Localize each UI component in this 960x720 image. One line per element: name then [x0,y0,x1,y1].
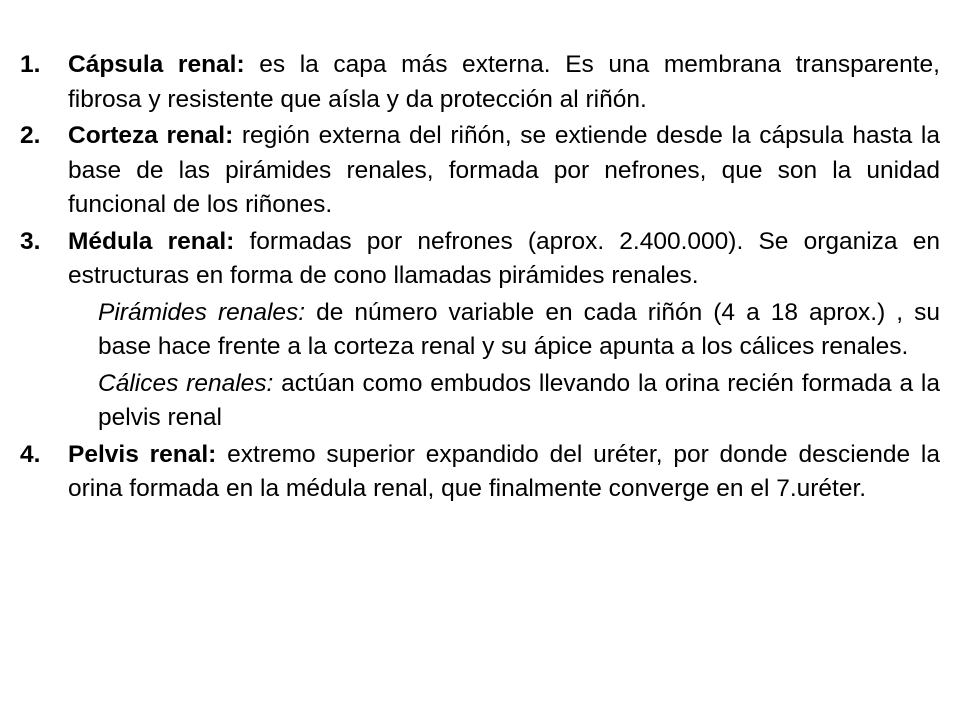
list-item-capsula-renal [20,48,940,117]
sub-item-term: Pirámides renales: [98,298,306,326]
item-text: extremo superior expandido del uréter, por donde desciende la orina formada en la médula renal, que finalmente converge en el 7.uréter. [68,440,940,502]
item-text: región externa del riñón, se extiende desde la cápsula hasta la base de las pirámides renales, formada por nefrones, que son la unidad funcional de los riñones. [68,122,940,218]
item-term: Corteza renal: [68,122,234,149]
item-term: Cápsula renal: [68,51,245,78]
item-number: 1. [20,51,41,78]
list-item-corteza-renal [20,119,940,223]
list-item-medula-renal [20,225,940,294]
sub-item-calices-renales [20,367,940,436]
list-item-pelvis-renal [20,438,940,507]
sub-item-text: actúan como embudos llevando la orina recién formada a la pelvis renal [98,369,940,431]
item-number: 4. [20,440,41,468]
item-text: formadas por nefrones (aprox. 2.400.000). Se organiza en estructuras en forma de cono llamadas pirámides renales. [68,227,940,289]
sub-item-term: Cálices renales: [98,369,274,397]
item-term: Médula renal: [68,227,235,255]
item-number: 2. [20,122,41,149]
item-text: es la capa más externa. Es una membrana transparente, fibrosa y resistente que aísla y da protección al riñón. [68,51,940,113]
sub-item-piramides-renales [20,296,940,365]
item-number: 3. [20,227,41,255]
sub-item-text: de número variable en cada riñón (4 a 18 aprox.) , su base hace frente a la corteza renal y su ápice apunta a los cálices renales. [98,298,940,360]
item-term: Pelvis renal: [68,440,217,468]
slide-content [20,48,940,509]
